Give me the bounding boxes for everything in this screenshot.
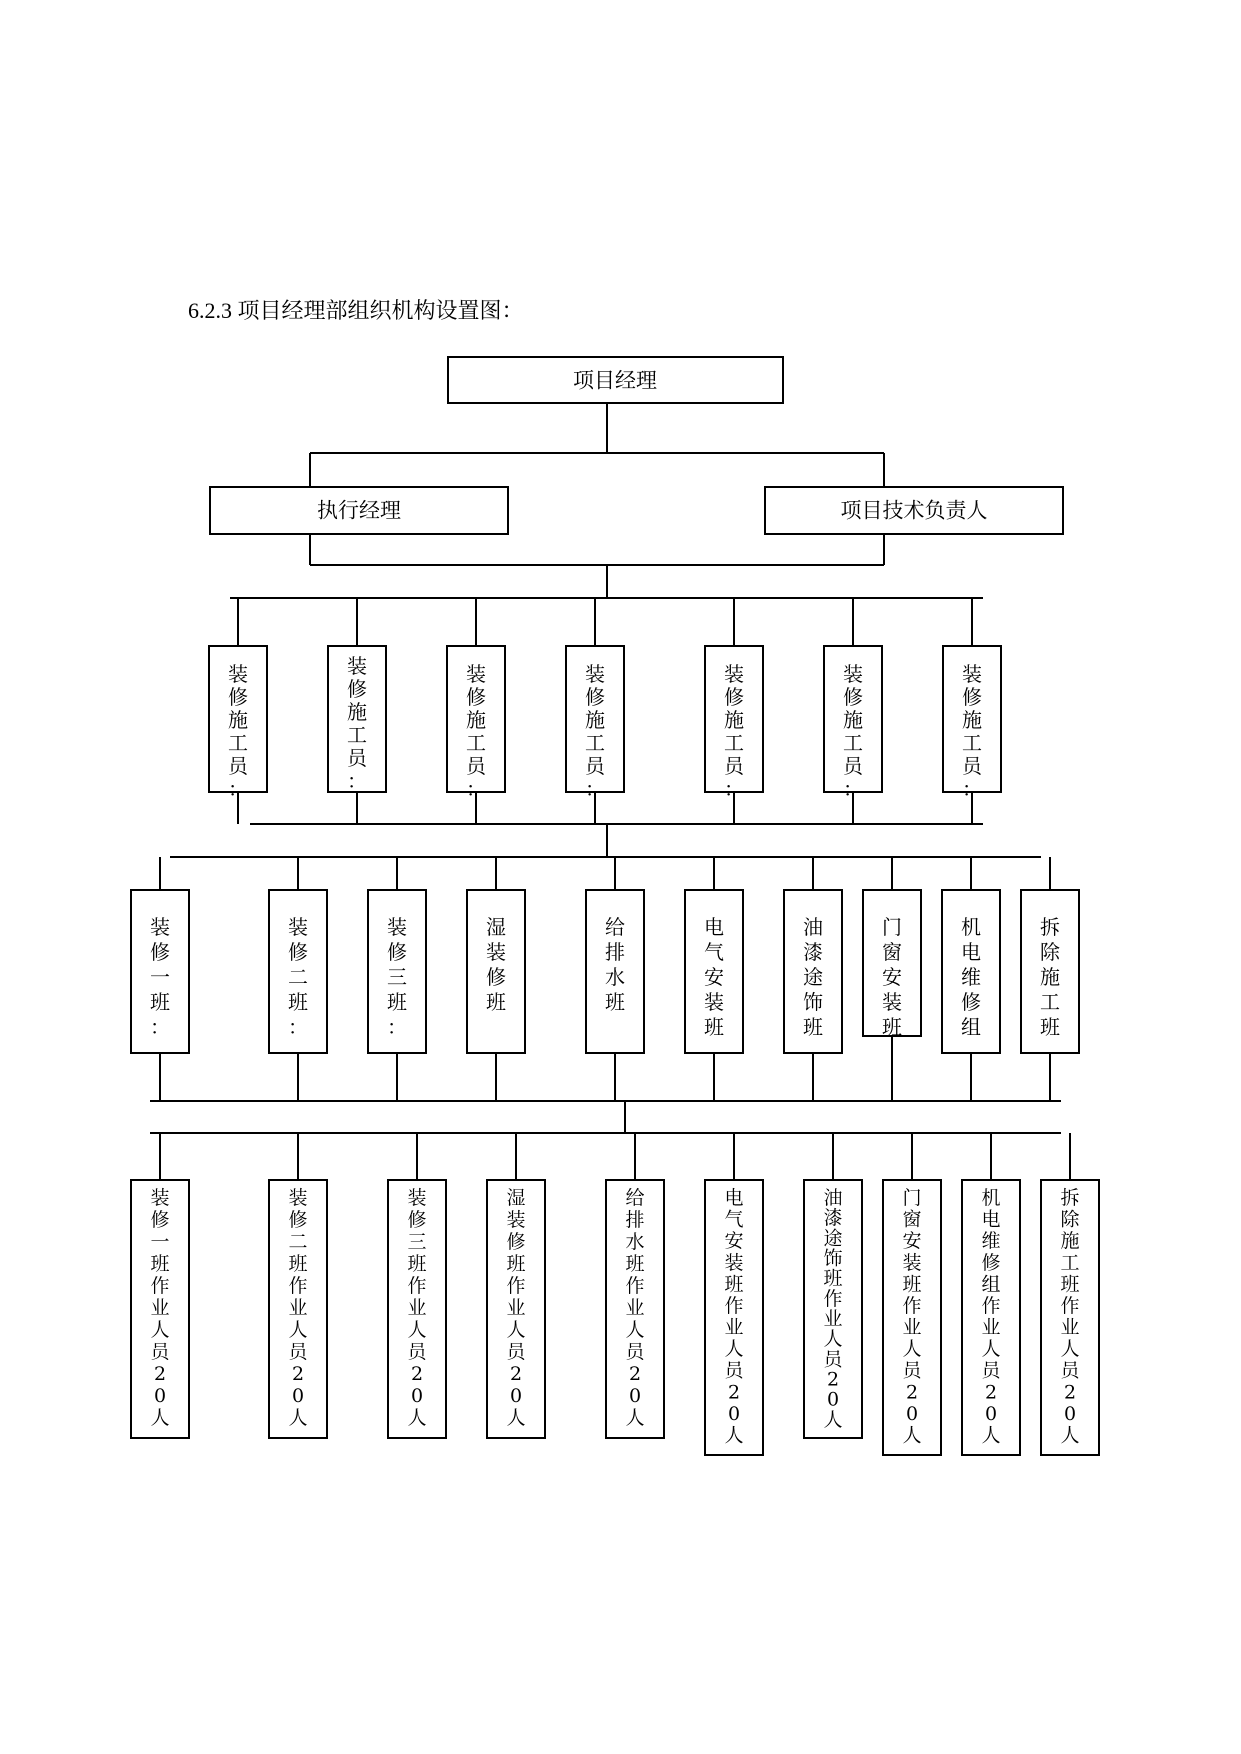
org-nodes: [131, 357, 1099, 1455]
workers-6-label: 电气安装班作业人员 2 0 人: [724, 1187, 744, 1447]
staff-7-label: 装修施工员：: [962, 662, 982, 801]
workers-7-label: 油漆途饰班作业人员 2 0 人: [823, 1187, 843, 1431]
staff-2-label: 装修施工员：: [347, 654, 367, 793]
page-heading: 6.2.3 项目经理部组织机构设置图：: [188, 298, 524, 323]
staff-1-label: 装修施工员：: [228, 662, 248, 801]
technical-lead-label: 项目技术负责人: [840, 498, 988, 523]
team-4-label: 湿装修班: [486, 915, 506, 1014]
team-2-label: 装修二班：: [288, 915, 308, 1039]
team-6-label: 电气安装班: [704, 915, 724, 1039]
workers-4-label: 湿装修班作业人员 2 0 人: [506, 1187, 526, 1429]
executive-manager-label: 执行经理: [317, 498, 401, 523]
workers-1-label: 装修一班作业人员 2 0 人: [150, 1187, 170, 1429]
workers-3-label: 装修三班作业人员 2 0 人: [407, 1187, 427, 1429]
workers-2-label: 装修二班作业人员 2 0 人: [288, 1187, 308, 1429]
team-9-label: 机电维修组: [961, 915, 981, 1039]
workers-10-label: 拆除施工班作业人员 2 0 人: [1060, 1187, 1080, 1447]
workers-8-label: 门窗安装班作业人员 2 0 人: [902, 1187, 922, 1447]
team-3-label: 装修三班：: [387, 915, 407, 1039]
project-manager-label: 项目经理: [573, 368, 657, 393]
staff-6-label: 装修施工员：: [843, 662, 863, 801]
workers-5-label: 给排水班作业人员 2 0 人: [625, 1187, 645, 1429]
team-8-label: 门窗安装班: [882, 915, 902, 1039]
team-10-label: 拆除施工班: [1040, 915, 1060, 1039]
team-5-label: 给排水班: [605, 915, 625, 1014]
staff-4-label: 装修施工员：: [585, 662, 605, 801]
workers-9-label: 机电维修组作业人员 2 0 人: [981, 1187, 1001, 1447]
team-1-label: 装修一班：: [150, 915, 170, 1039]
staff-3-label: 装修施工员：: [466, 662, 486, 801]
staff-5-label: 装修施工员：: [724, 662, 744, 801]
team-7-label: 油漆途饰班: [803, 915, 823, 1039]
